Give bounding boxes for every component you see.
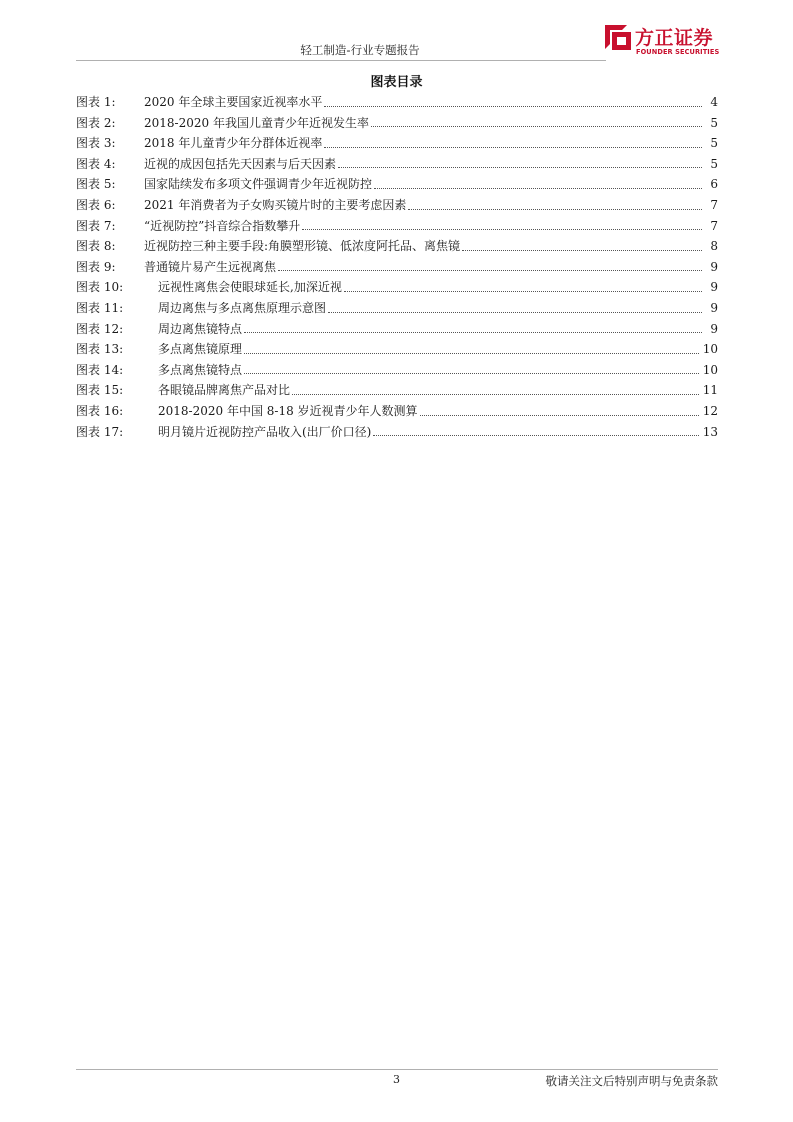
toc-entry-label: 图表 15: <box>76 383 124 398</box>
toc-entry-label: 图表 10: <box>76 280 124 295</box>
toc-entry-page: 5 <box>710 136 718 151</box>
toc-entry-page: 9 <box>710 280 718 295</box>
toc-entry-label: 图表 6: <box>76 197 116 212</box>
toc-entry[interactable] <box>76 216 718 237</box>
toc-entry-text: 多点离焦镜特点 <box>158 362 243 377</box>
toc-leader-dots <box>292 393 699 395</box>
toc-entry-label: 图表 2: <box>76 115 116 130</box>
toc-entry[interactable] <box>76 236 718 257</box>
brand-name-cn: 方正证券 <box>635 27 714 49</box>
toc-entry[interactable] <box>76 339 718 360</box>
toc-entry-label: 图表 11: <box>76 300 124 315</box>
toc-entry[interactable] <box>76 257 718 278</box>
toc-entry-text: 2021 年消费者为子女购买镜片时的主要考虑因素 <box>144 197 407 212</box>
toc-entry-label: 图表 4: <box>76 156 116 171</box>
toc-entry-label: 图表 8: <box>76 239 116 254</box>
toc-entry-label: 图表 13: <box>76 342 124 357</box>
footer-page-number: 3 <box>393 1073 400 1086</box>
toc-entry[interactable] <box>76 401 718 422</box>
toc-leader-dots <box>278 269 702 271</box>
toc-entry[interactable] <box>76 380 718 401</box>
toc-entry-page: 6 <box>710 177 718 192</box>
toc-entry-page: 9 <box>710 259 718 274</box>
toc-entry-text: 2020 年全球主要国家近视率水平 <box>144 95 323 109</box>
toc-entry-page: 5 <box>710 156 718 171</box>
toc-entry-text: 国家陆续发布多项文件强调青少年近视防控 <box>144 177 373 192</box>
toc-leader-dots <box>338 166 702 168</box>
toc-leader-dots <box>420 414 699 416</box>
toc-leader-dots <box>371 125 702 127</box>
toc-entry[interactable] <box>76 360 718 381</box>
header-divider <box>76 60 606 61</box>
toc-entry-text: 各眼镜品牌离焦产品对比 <box>158 383 291 398</box>
toc-entry-text: 远视性离焦会使眼球延长,加深近视 <box>158 280 342 295</box>
toc-entry-text: 2018-2020 年中国 8-18 岁近视青少年人数测算 <box>158 403 418 418</box>
toc-entry-label: 图表 5: <box>76 177 116 192</box>
toc-entry-text: 明月镜片近视防控产品收入(出厂价口径) <box>158 424 372 439</box>
toc-entry-label: 图表 7: <box>76 218 116 233</box>
toc-entry-text: 多点离焦镜原理 <box>158 342 243 357</box>
brand-name-en: FOUNDER SECURITIES <box>636 48 720 56</box>
figure-toc-list <box>76 92 718 442</box>
toc-leader-dots <box>328 311 702 313</box>
toc-entry-label: 图表 17: <box>76 424 124 439</box>
toc-entry[interactable] <box>76 92 718 113</box>
toc-entry[interactable] <box>76 298 718 319</box>
toc-entry[interactable] <box>76 319 718 340</box>
toc-leader-dots <box>462 249 702 251</box>
toc-entry-text: 周边离焦镜特点 <box>158 321 243 336</box>
toc-leader-dots <box>244 352 699 354</box>
toc-entry-text: 近视的成因包括先天因素与后天因素 <box>144 156 337 171</box>
toc-title: 图表目录 <box>370 75 423 90</box>
toc-entry-page: 8 <box>710 239 718 254</box>
toc-entry-page: 9 <box>710 321 718 336</box>
toc-leader-dots <box>302 228 702 230</box>
toc-entry-page: 12 <box>702 403 718 418</box>
toc-entry-page: 10 <box>702 362 718 377</box>
toc-entry[interactable] <box>76 195 718 216</box>
toc-entry-text: 2018 年儿童青少年分群体近视率 <box>144 136 323 151</box>
toc-entry-page: 9 <box>710 300 718 315</box>
toc-entry-text: 普通镜片易产生远视离焦 <box>144 259 277 274</box>
footer-divider <box>76 1069 718 1070</box>
toc-entry-page: 7 <box>710 218 718 233</box>
toc-entry-page: 10 <box>702 342 718 357</box>
toc-entry-text: “近视防控”抖音综合指数攀升 <box>144 218 301 233</box>
toc-leader-dots <box>344 290 702 292</box>
toc-entry-page: 4 <box>710 95 718 109</box>
toc-entry-text: 周边离焦与多点离焦原理示意图 <box>158 300 327 315</box>
brand-logo <box>603 22 723 62</box>
toc-entry-label: 图表 3: <box>76 136 116 151</box>
toc-entry-page: 13 <box>702 424 718 439</box>
toc-leader-dots <box>324 105 702 107</box>
toc-entry[interactable] <box>76 277 718 298</box>
toc-entry[interactable] <box>76 133 718 154</box>
toc-entry-text: 近视防控三种主要手段:角膜塑形镜、低浓度阿托品、离焦镜 <box>144 239 461 254</box>
report-header-title: 轻工制造-行业专题报告 <box>300 43 420 57</box>
toc-leader-dots <box>244 372 699 374</box>
toc-leader-dots <box>244 331 702 333</box>
toc-entry-label: 图表 14: <box>76 362 124 377</box>
toc-entry-label: 图表 12: <box>76 321 124 336</box>
toc-leader-dots <box>408 208 702 210</box>
toc-entry[interactable] <box>76 113 718 134</box>
toc-entry[interactable] <box>76 174 718 195</box>
toc-leader-dots <box>374 187 702 189</box>
toc-entry-page: 5 <box>710 115 718 130</box>
toc-entry[interactable] <box>76 422 718 443</box>
toc-entry-page: 11 <box>702 383 718 398</box>
toc-entry-page: 7 <box>710 197 718 212</box>
footer-disclaimer[interactable]: 敬请关注文后特别声明与免责条款 <box>545 1074 718 1088</box>
toc-leader-dots <box>324 146 702 148</box>
toc-leader-dots <box>373 434 698 436</box>
toc-entry[interactable] <box>76 154 718 175</box>
toc-entry-label: 图表 9: <box>76 259 116 274</box>
toc-entry-label: 图表 1: <box>76 95 116 109</box>
toc-entry-text: 2018-2020 年我国儿童青少年近视发生率 <box>144 115 369 130</box>
founder-logo-icon <box>603 22 633 52</box>
toc-entry-label: 图表 16: <box>76 403 124 418</box>
